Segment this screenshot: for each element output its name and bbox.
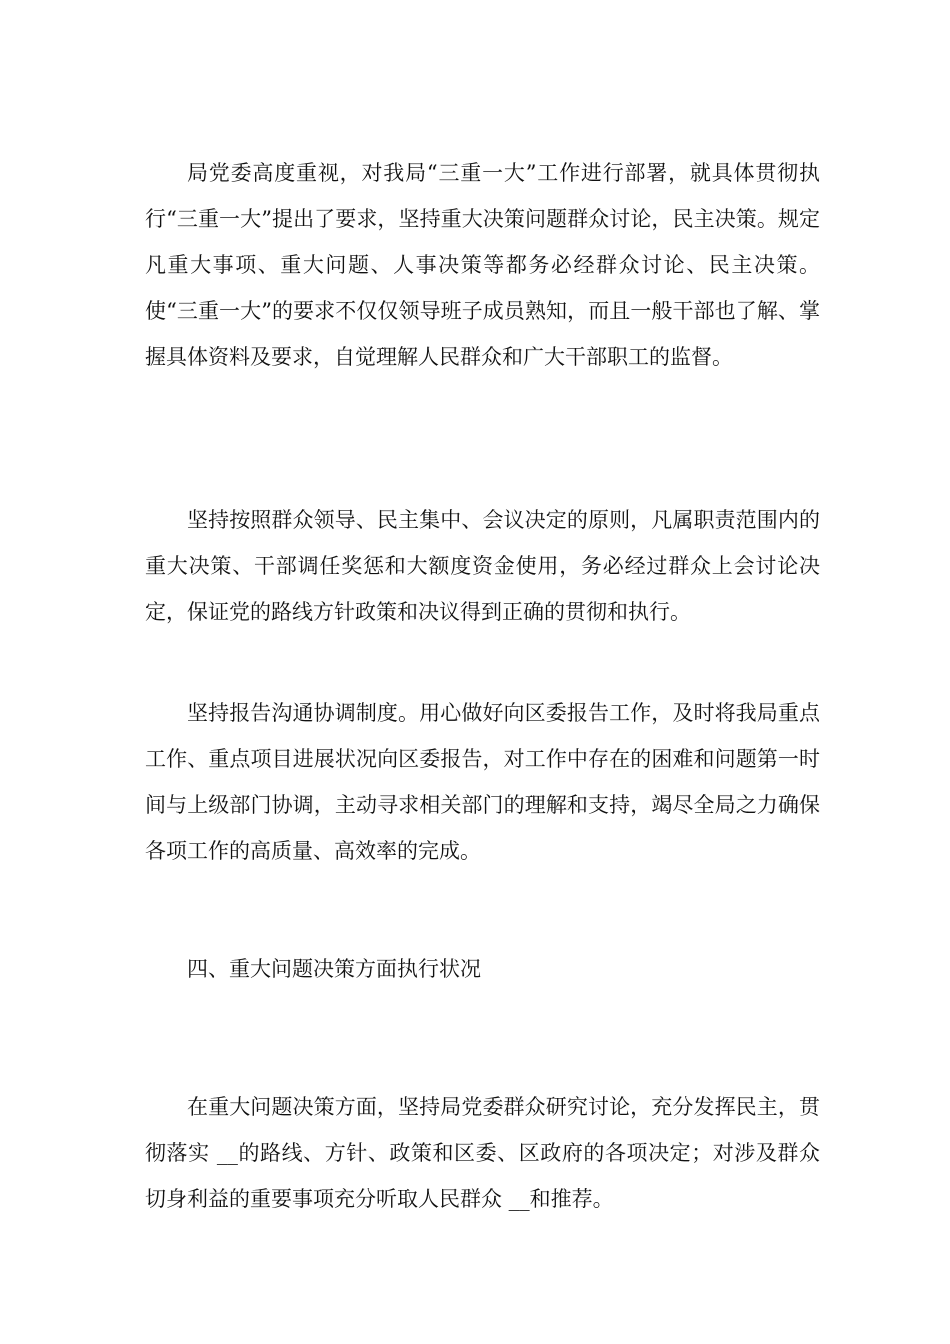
paragraph-2: 坚持按照群众领导、民主集中、会议决定的原则，凡属职责范围内的重大决策、干部调任奖惩和大额度资金使用，务必经过群众上会讨论决定，保证党的路线方针政策和决议得到正确的贯彻和执行。 <box>145 508 820 624</box>
section-heading: 四、重大问题决策方面执行状况 <box>187 957 481 981</box>
paragraph-1: 局党委高度重视，对我局“三重一大”工作进行部署，就具体贯彻执行“三重一大”提出了要求，坚持重大决策问题群众讨论，民主决策。规定凡重大事项、重大问题、人事决策等都务必经群众讨论、民主决策。使“三重一大”的要求不仅仅领导班子成员熟知，而且一般干部也了解、掌握具体资料及要求，自觉理解人民群众和广大干部职工的监督。 <box>145 161 820 369</box>
paragraph-3: 坚持报告沟通协调制度。用心做好向区委报告工作，及时将我局重点工作、重点项目进展状况向区委报告，对工作中存在的困难和问题第一时间与上级部门协调，主动寻求相关部门的理解和支持，竭尽全局之力确保各项工作的高质量、高效率的完成。 <box>145 701 820 863</box>
paragraph-5: 在重大问题决策方面，坚持局党委群众研究讨论，充分发挥民主，贯彻落实 __的路线、方针、政策和区委、区政府的各项决定；对涉及群众切身利益的重要事项充分听取人民群众 __和推荐。 <box>145 1095 820 1211</box>
